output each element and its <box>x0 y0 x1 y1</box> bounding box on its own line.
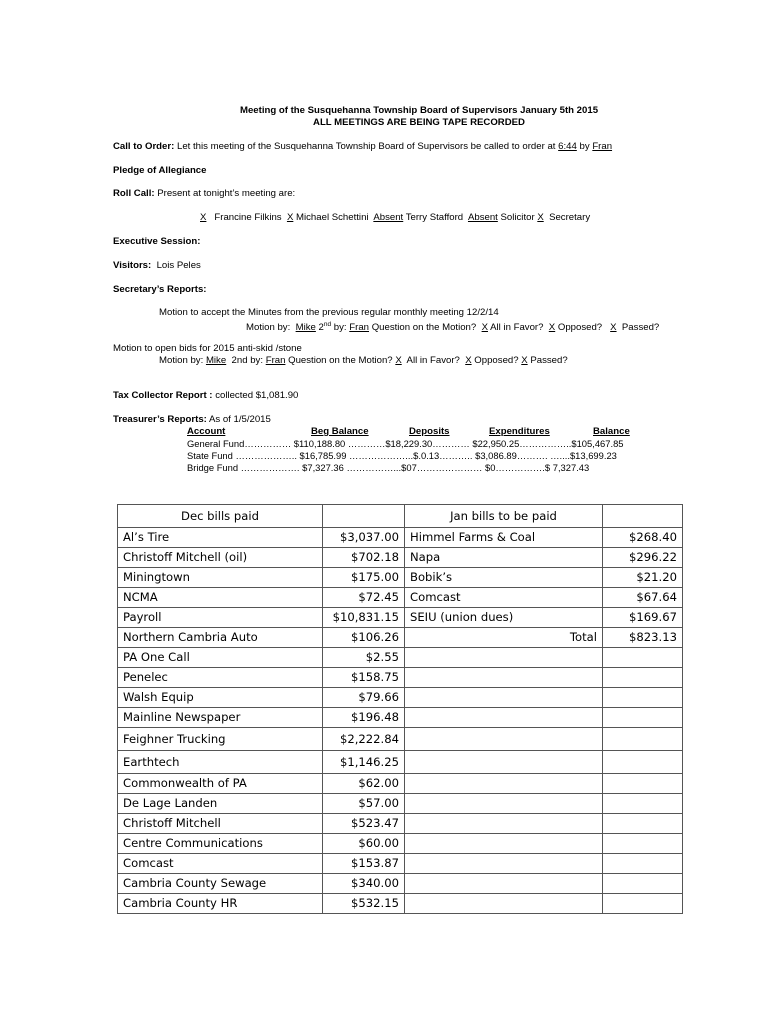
treasurer-label: Treasurer’s Reports: <box>113 414 207 425</box>
dec-bill-name: Comcast <box>118 854 323 874</box>
treasurer-heading <box>113 414 271 426</box>
roll-mark: X <box>537 212 544 223</box>
dec-bill-name: Penelec <box>118 668 323 688</box>
pledge-heading: Pledge of Allegiance <box>113 165 207 176</box>
dec-bill-amount: $1,146.25 <box>323 751 405 774</box>
table-cell <box>603 854 683 874</box>
motion2-passed: Passed? <box>530 355 568 366</box>
tax-collector-text: collected $1,081.90 <box>215 390 299 401</box>
call-to-order-text: Let this meeting of the Susquehanna Township Board of Supervisors be called to order at <box>176 141 556 152</box>
dec-bill-name: Northern Cambria Auto <box>118 628 323 648</box>
table-cell <box>603 794 683 814</box>
document-subtitle: ALL MEETINGS ARE BEING TAPE RECORDED <box>313 117 525 128</box>
motion2-favor-mark: X <box>395 355 402 366</box>
table-cell <box>603 774 683 794</box>
table-row <box>118 688 683 708</box>
visitors-label: Visitors: <box>113 260 152 271</box>
table-row <box>118 668 683 688</box>
jan-bill-amount: $268.40 <box>603 528 683 548</box>
roll-call-text: Present at tonight’s meeting are: <box>157 188 296 199</box>
table-cell <box>603 894 683 914</box>
visitors-text: Lois Peles <box>156 260 201 271</box>
table-row <box>118 834 683 854</box>
treasurer-col-expenditures: Expenditures <box>489 426 550 437</box>
dec-bill-name: Earthtech <box>118 751 323 774</box>
secretary-reports-heading: Secretary’s Reports: <box>113 284 207 295</box>
motion2-vote <box>159 355 568 367</box>
table-cell <box>405 728 603 751</box>
table-cell <box>405 751 603 774</box>
call-to-order <box>113 141 612 153</box>
dec-bill-amount: $62.00 <box>323 774 405 794</box>
dec-bill-amount: $10,831.15 <box>323 608 405 628</box>
dec-bill-amount: $79.66 <box>323 688 405 708</box>
dec-bill-name: NCMA <box>118 588 323 608</box>
table-cell <box>603 688 683 708</box>
table-cell <box>603 648 683 668</box>
roll-name: Secretary <box>549 212 591 223</box>
table-row <box>118 648 683 668</box>
motion1-passed-mark: X <box>610 322 617 334</box>
roll-mark: X <box>200 212 207 223</box>
jan-bill-amount: $169.67 <box>603 608 683 628</box>
motion1-opposed-mark: X <box>548 322 556 334</box>
table-cell <box>405 708 603 728</box>
dec-bill-name: Commonwealth of PA <box>118 774 323 794</box>
roll-call-entries <box>200 212 590 224</box>
table-cell <box>405 794 603 814</box>
roll-mark: Absent <box>467 212 498 223</box>
treasurer-col-deposits: Deposits <box>409 426 450 437</box>
table-row <box>118 774 683 794</box>
jan-bill-name: Comcast <box>405 588 603 608</box>
dec-bill-name: Miningtown <box>118 568 323 588</box>
table-cell <box>603 834 683 854</box>
dec-bill-amount: $196.48 <box>323 708 405 728</box>
table-cell <box>405 774 603 794</box>
motion2-passed-mark: X <box>521 355 528 366</box>
table-row <box>118 628 683 648</box>
dec-bill-amount: $2,222.84 <box>323 728 405 751</box>
dec-bill-name: Christoff Mitchell (oil) <box>118 548 323 568</box>
table-cell <box>405 814 603 834</box>
dec-bill-amount: $60.00 <box>323 834 405 854</box>
table-cell <box>405 668 603 688</box>
table-row <box>118 814 683 834</box>
motion2-favor: All in Favor? <box>406 355 460 366</box>
dec-bills-header: Dec bills paid <box>118 505 323 528</box>
roll-call-label: Roll Call: <box>113 188 155 199</box>
dec-bill-amount: $57.00 <box>323 794 405 814</box>
dec-bill-amount: $523.47 <box>323 814 405 834</box>
table-cell <box>603 668 683 688</box>
executive-session-heading: Executive Session: <box>113 236 201 247</box>
roll-call <box>113 188 295 200</box>
jan-bills-header: Jan bills to be paid <box>405 505 603 528</box>
dec-bill-amount: $175.00 <box>323 568 405 588</box>
table-cell <box>603 814 683 834</box>
tax-collector <box>113 390 298 402</box>
table-row <box>118 588 683 608</box>
jan-bill-name: Bobik’s <box>405 568 603 588</box>
table-row <box>118 794 683 814</box>
fund-row-bridge: Bridge Fund ………………. $7,327.36 ……………...$07………………… $0…………….$ 7,327.43 <box>187 462 590 473</box>
motion2-second-name: Fran <box>265 355 286 366</box>
table-cell <box>405 834 603 854</box>
call-to-order-name: Fran <box>592 141 613 152</box>
table-row <box>118 568 683 588</box>
motion1-second-label: by: <box>333 322 347 334</box>
table-row <box>118 728 683 751</box>
table-row <box>118 874 683 894</box>
table-cell <box>405 874 603 894</box>
table-cell <box>603 505 683 528</box>
roll-name: Francine Filkins <box>214 212 282 223</box>
visitors <box>113 260 201 272</box>
motion1-by-name: Mike <box>295 322 316 334</box>
tax-collector-label: Tax Collector Report : <box>113 390 213 401</box>
treasurer-col-balance: Balance <box>593 426 630 437</box>
dec-bill-name: Al’s Tire <box>118 528 323 548</box>
jan-bill-name: Himmel Farms & Coal <box>405 528 603 548</box>
table-cell <box>405 688 603 708</box>
dec-bill-amount: $106.26 <box>323 628 405 648</box>
motion1-sup: nd <box>323 321 332 328</box>
bills-table <box>117 504 683 914</box>
dec-bill-amount: $72.45 <box>323 588 405 608</box>
motion1-opposed: Opposed? <box>557 322 603 334</box>
motion1-by-label: Motion by: <box>246 322 291 334</box>
call-to-order-time: 6:44 <box>558 141 577 152</box>
table-row <box>118 854 683 874</box>
table-row <box>118 528 683 548</box>
motion2-opposed-mark: X <box>465 355 472 366</box>
dec-bill-amount: $2.55 <box>323 648 405 668</box>
motion2-question: Question on the Motion? <box>288 355 393 366</box>
dec-bill-name: Mainline Newspaper <box>118 708 323 728</box>
motion2-by-name: Mike <box>205 355 227 366</box>
jan-total-label: Total <box>405 628 603 648</box>
dec-bill-name: Feighner Trucking <box>118 728 323 751</box>
treasurer-as-of: As of 1/5/2015 <box>208 414 271 425</box>
dec-bill-amount: $153.87 <box>323 854 405 874</box>
roll-name: Michael Schettini <box>296 212 369 223</box>
jan-bill-amount: $21.20 <box>603 568 683 588</box>
dec-bill-name: Payroll <box>118 608 323 628</box>
jan-bill-amount: $67.64 <box>603 588 683 608</box>
table-cell <box>603 708 683 728</box>
table-cell <box>405 648 603 668</box>
motion2-by-label: Motion by: <box>159 355 204 366</box>
treasurer-col-account: Account <box>187 426 226 437</box>
dec-bill-amount: $532.15 <box>323 894 405 914</box>
table-row <box>118 751 683 774</box>
motion1-second-name: Fran <box>349 322 370 334</box>
motion2-second-label: 2nd by: <box>231 355 264 366</box>
dec-bill-name: Walsh Equip <box>118 688 323 708</box>
roll-name: Terry Stafford <box>405 212 464 223</box>
dec-bill-amount: $340.00 <box>323 874 405 894</box>
jan-total-amount: $823.13 <box>603 628 683 648</box>
motion1-by-suffix: 2 <box>318 322 324 334</box>
motion1-vote <box>246 319 659 334</box>
table-row <box>118 894 683 914</box>
dec-bill-amount: $3,037.00 <box>323 528 405 548</box>
call-to-order-label: Call to Order: <box>113 141 175 152</box>
table-header-row <box>118 505 683 528</box>
table-cell <box>603 874 683 894</box>
document-title: Meeting of the Susquehanna Township Board of Supervisors January 5th 2015 <box>239 105 599 116</box>
jan-bill-amount: $296.22 <box>603 548 683 568</box>
table-row <box>118 708 683 728</box>
jan-bill-name: SEIU (union dues) <box>405 608 603 628</box>
motion1-passed: Passed? <box>621 322 660 334</box>
dec-bill-name: Christoff Mitchell <box>118 814 323 834</box>
motion2-text: Motion to open bids for 2015 anti-skid /stone <box>113 343 302 354</box>
call-to-order-by: by <box>579 141 590 152</box>
motion1-favor: All in Favor? <box>490 322 544 334</box>
motion2-opposed: Opposed? <box>474 355 519 366</box>
dec-bill-amount: $702.18 <box>323 548 405 568</box>
roll-mark: X <box>286 212 294 223</box>
motion1-text: Motion to accept the Minutes from the previous regular monthly meeting 12/2/14 <box>159 307 499 318</box>
dec-bill-name: PA One Call <box>118 648 323 668</box>
table-cell <box>323 505 405 528</box>
table-cell <box>405 894 603 914</box>
dec-bill-name: Cambria County HR <box>118 894 323 914</box>
dec-bill-name: Cambria County Sewage <box>118 874 323 894</box>
roll-name: Solicitor <box>500 212 535 223</box>
roll-mark: Absent <box>373 212 404 223</box>
treasurer-col-beg: Beg Balance <box>311 426 369 437</box>
dec-bill-name: Centre Communications <box>118 834 323 854</box>
motion1-question: Question on the Motion? <box>371 322 477 334</box>
jan-bill-name: Napa <box>405 548 603 568</box>
fund-row-general: General Fund…………… $110,188.80 …………$18,229.30………… $22,950.25……………..$105,467.85 <box>187 438 624 449</box>
table-row <box>118 608 683 628</box>
table-cell <box>405 854 603 874</box>
table-row <box>118 548 683 568</box>
fund-row-state: State Fund ……………….. $16,785.99 ………………...$.0.13……….. $3,086.89………. …....$13,699.23 <box>187 450 617 461</box>
dec-bill-amount: $158.75 <box>323 668 405 688</box>
motion1-favor-mark: X <box>481 322 488 334</box>
table-cell <box>603 728 683 751</box>
dec-bill-name: De Lage Landen <box>118 794 323 814</box>
table-cell <box>603 751 683 774</box>
